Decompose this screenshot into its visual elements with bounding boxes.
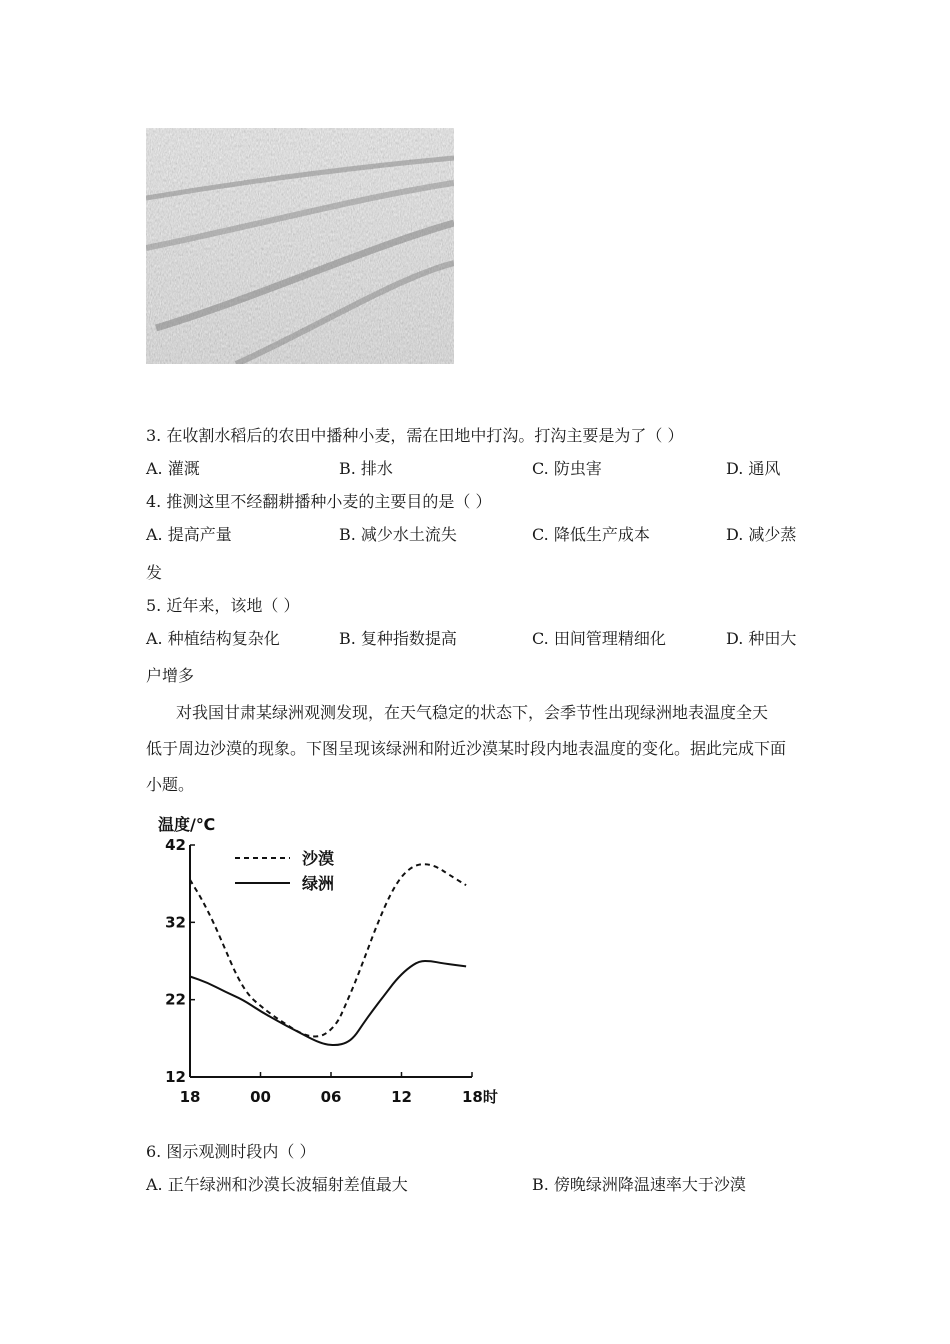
question-4-option-c: C. 降低生产成本	[532, 525, 650, 544]
passage-line-1: 对我国甘肃某绿洲观测发现，在天气稳定的状态下，会季节性出现绿洲地表温度全天	[176, 703, 769, 722]
x-tick-label: 18时	[462, 1088, 498, 1106]
question-6-option-a: A. 正午绿洲和沙漠长波辐射差值最大	[146, 1175, 408, 1194]
field-photo	[146, 128, 454, 364]
question-4-option-a: A. 提高产量	[146, 525, 232, 544]
question-5-option-d: D. 种田大	[726, 629, 797, 648]
x-tick-label: 12	[391, 1088, 412, 1106]
temperature-line-chart	[150, 812, 510, 1112]
x-tick-label: 06	[320, 1088, 342, 1106]
passage-line-3: 小题。	[146, 775, 195, 794]
question-5-option-b: B. 复种指数提高	[339, 629, 457, 648]
x-tick-label: 00	[250, 1088, 271, 1106]
legend-label: 沙漠	[302, 849, 335, 868]
question-3-option-c: C. 防虫害	[532, 459, 602, 478]
x-tick-label: 18	[179, 1088, 201, 1106]
question-5-stem: 5. 近年来，该地（ ）	[146, 596, 300, 615]
question-3-option-a: A. 灌溉	[146, 459, 200, 478]
question-6-stem: 6. 图示观测时段内（ ）	[146, 1142, 316, 1161]
passage-line-2: 低于周边沙漠的现象。下图呈现该绿洲和附近沙漠某时段内地表温度的变化。据此完成下面	[146, 739, 787, 758]
question-5-option-c: C. 田间管理精细化	[532, 629, 666, 648]
question-5-option-a: A. 种植结构复杂化	[146, 629, 280, 648]
y-tick-label: 42	[165, 836, 186, 854]
series-line-oasis	[190, 961, 466, 1045]
y-tick-label: 32	[165, 913, 186, 932]
y-tick-label: 22	[165, 990, 186, 1009]
question-4-option-d-wrap: 发	[146, 563, 163, 582]
question-4-stem: 4. 推测这里不经翻耕播种小麦的主要目的是（ ）	[146, 492, 492, 511]
question-6-option-b: B. 傍晚绿洲降温速率大于沙漠	[532, 1175, 746, 1194]
y-tick-label: 12	[165, 1068, 186, 1086]
question-3-option-b: B. 排水	[339, 459, 393, 478]
chart-y-axis-label: 温度/℃	[158, 815, 216, 834]
legend-label: 绿洲	[302, 874, 335, 893]
question-3-option-d: D. 通风	[726, 459, 781, 478]
question-5-option-d-wrap: 户增多	[146, 666, 195, 685]
question-4-option-b: B. 减少水土流失	[339, 525, 457, 544]
chart-legend	[235, 849, 334, 893]
question-4-option-d: D. 减少蒸	[726, 525, 797, 544]
question-3-stem: 3. 在收割水稻后的农田中播种小麦，需在田地中打沟。打沟主要是为了（ ）	[146, 426, 684, 445]
